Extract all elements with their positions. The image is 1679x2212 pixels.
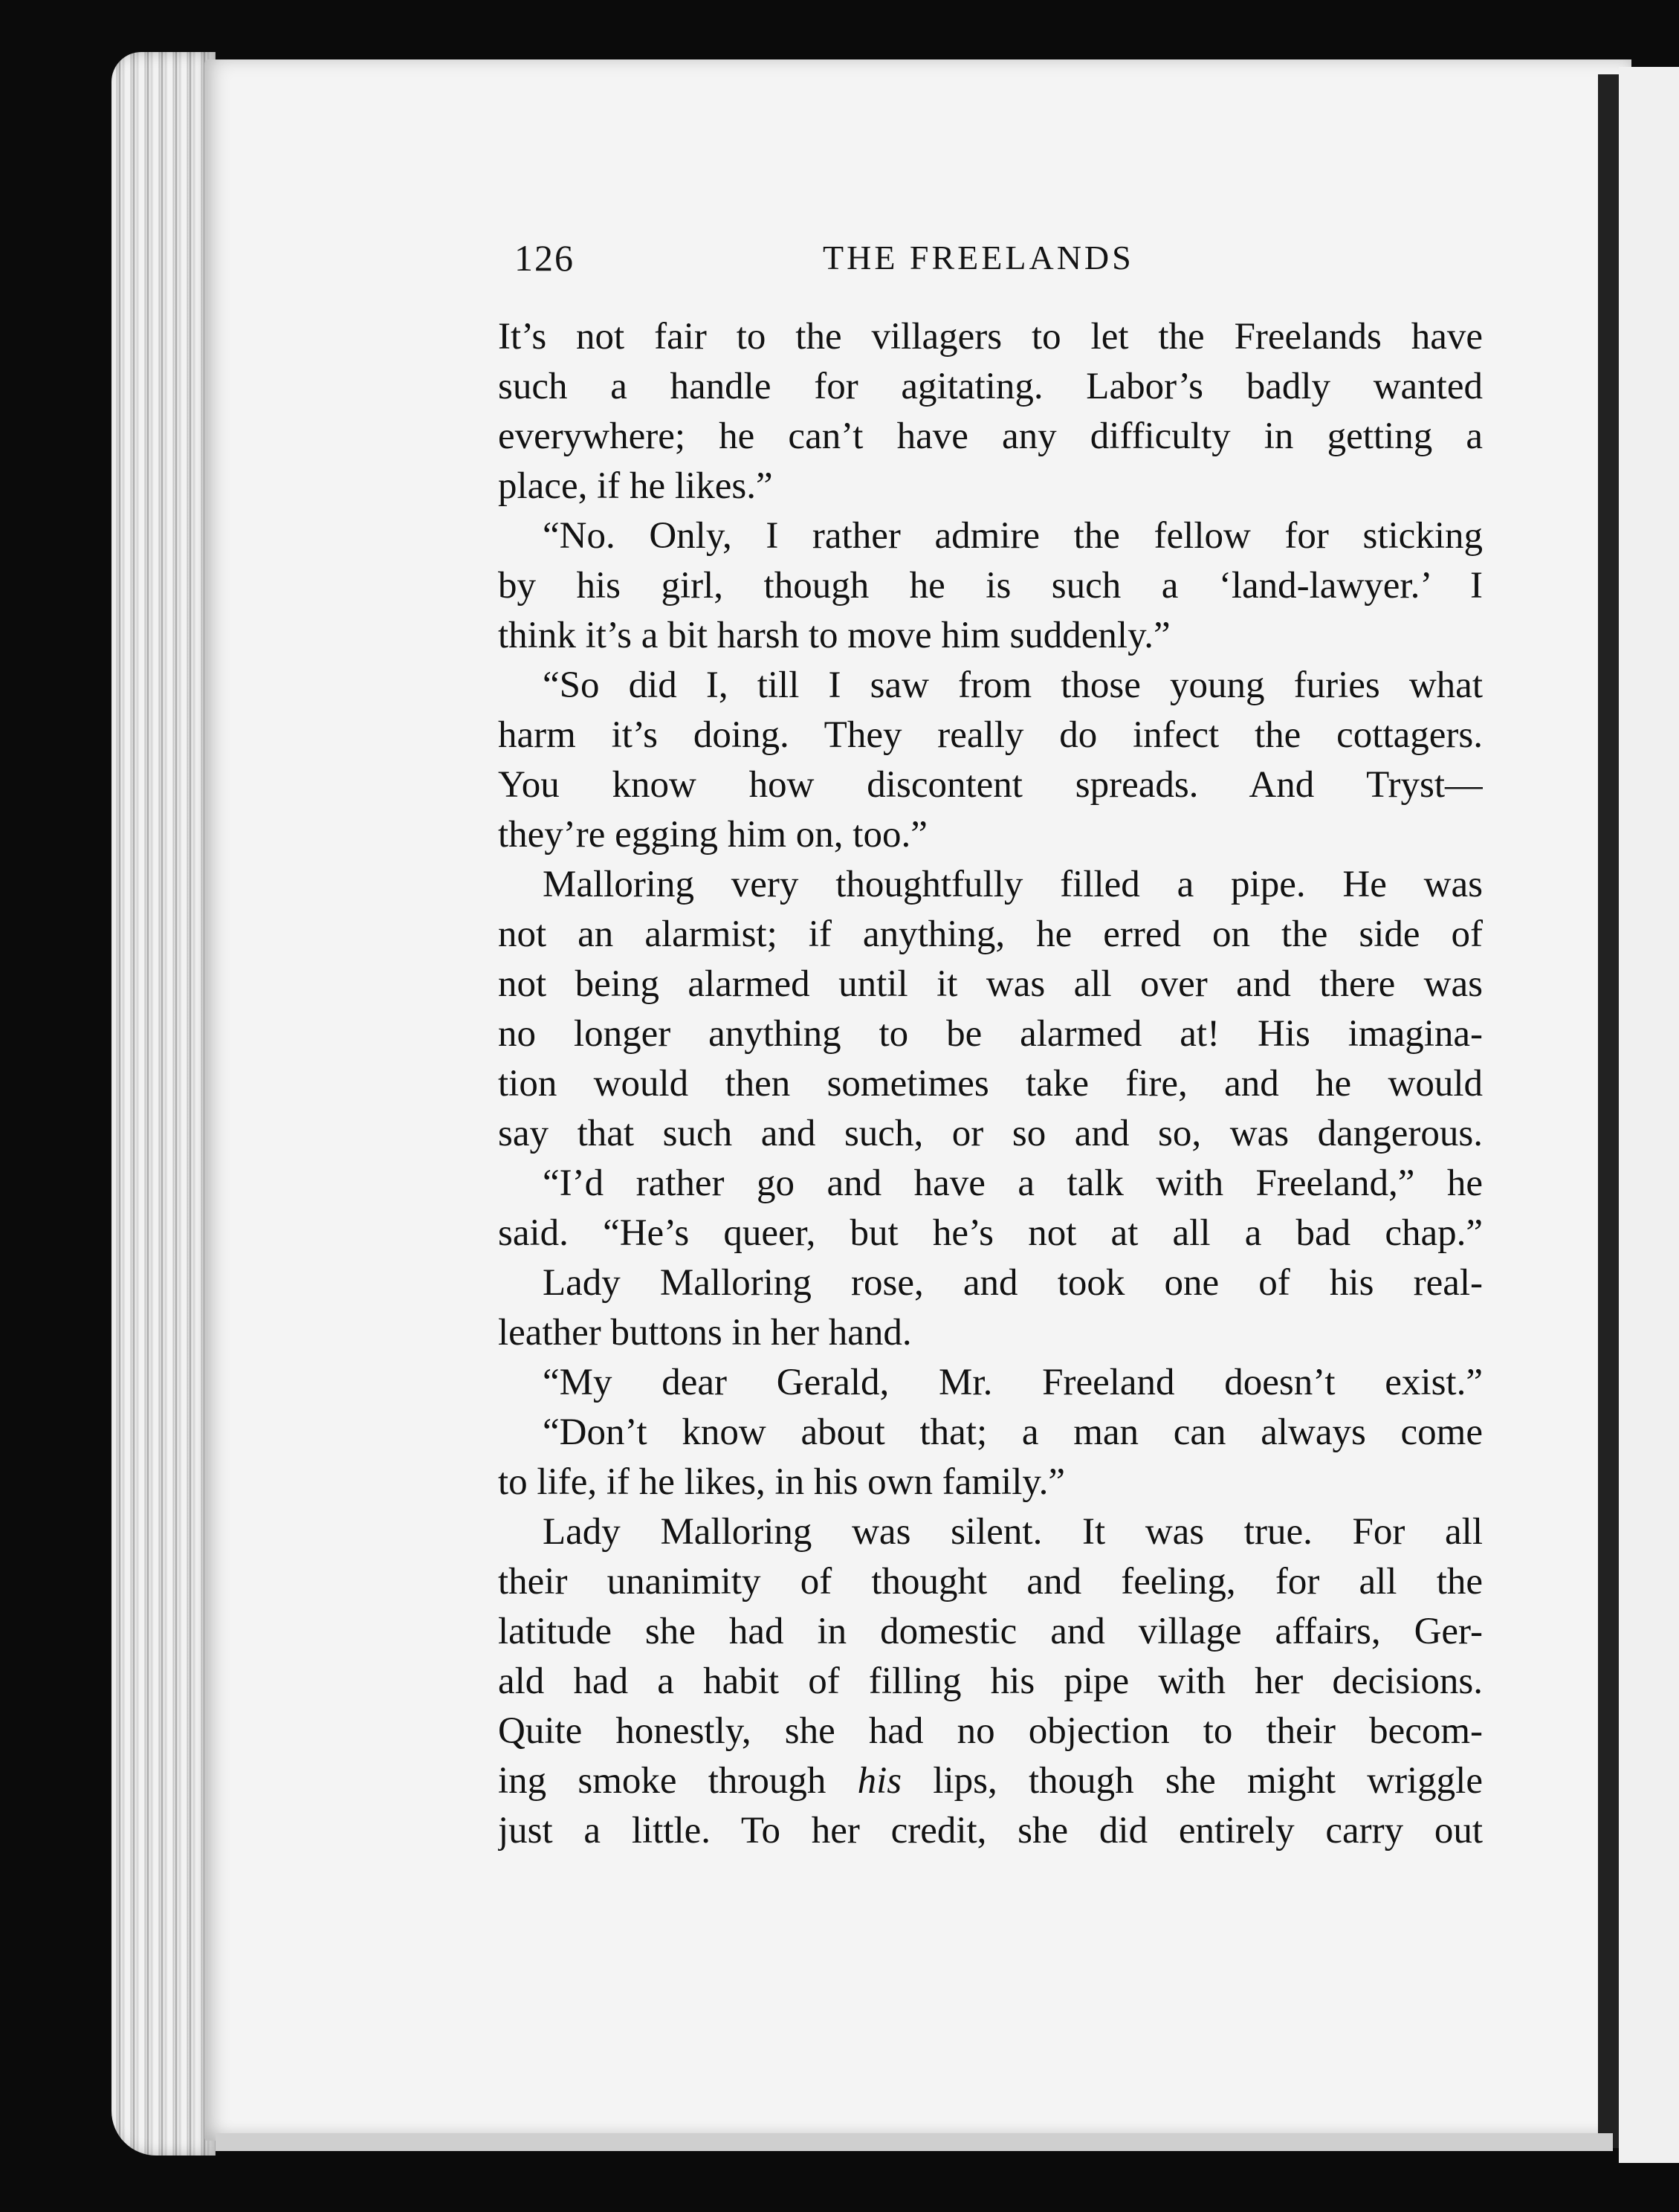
text-line: not being alarmed until it was all over and there was [498, 963, 1483, 1005]
text-line: Lady Malloring rose, and took one of his real- [543, 1262, 1483, 1304]
text-line: by his girl, though he is such a ‘land-lawyer.’ I [498, 565, 1483, 607]
running-title: THE FREELANDS [823, 239, 1134, 276]
binding-gutter [1598, 74, 1619, 2148]
text-line: such a handle for agitating. Labor’s badly wanted [498, 366, 1483, 407]
text-line: “My dear Gerald, Mr. Freeland doesn’t exist.” [543, 1362, 1483, 1403]
page-edges [111, 52, 216, 2156]
text-line: “So did I, till I saw from those young furies what [543, 664, 1483, 706]
page-bottom-edge [216, 2133, 1613, 2151]
text-line: to life, if he likes, in his own family.” [498, 1461, 1065, 1503]
text-line: harm it’s doing. They really do infect the cottagers. [498, 714, 1483, 756]
text-line: It’s not fair to the villagers to let the Freelands have [498, 316, 1483, 358]
text-line: You know how discontent spreads. And Tryst— [498, 764, 1483, 806]
text-line: everywhere; he can’t have any difficulty in getting a [498, 415, 1483, 457]
text-line: Quite honestly, she had no objection to their becom- [498, 1710, 1483, 1752]
page-header [514, 236, 1183, 288]
text-line: leather buttons in her hand. [498, 1312, 912, 1354]
text-line: not an alarmist; if anything, he erred on the side of [498, 913, 1483, 955]
text-line: Malloring very thoughtfully filled a pipe. He was [543, 864, 1483, 905]
text-line: tion would then sometimes take fire, and he would [498, 1063, 1483, 1105]
italic-word: his [857, 1760, 902, 1802]
text-line: say that such and such, or so and so, was dangerous. [498, 1113, 1483, 1154]
text-segment: ing smoke through [498, 1760, 858, 1802]
text-line: ald had a habit of filling his pipe with her decisions. [498, 1660, 1483, 1702]
text-line: their unanimity of thought and feeling, for all the [498, 1561, 1483, 1603]
body-text [498, 312, 1483, 1856]
text-line: they’re egging him on, too.” [498, 814, 928, 856]
text-line: no longer anything to be alarmed at! His imagina- [498, 1013, 1483, 1055]
page-number: 126 [514, 237, 575, 279]
text-line: “No. Only, I rather admire the fellow for sticking [543, 515, 1483, 557]
text-line: latitude she had in domestic and village affairs, Ger- [498, 1611, 1483, 1652]
text-line: “I’d rather go and have a talk with Freeland,” he [543, 1162, 1483, 1204]
text-line: Lady Malloring was silent. It was true. For all [543, 1511, 1483, 1553]
text-line: just a little. To her credit, she did entirely carry out [498, 1810, 1483, 1852]
text-line: place, if he likes.” [498, 465, 773, 507]
text-line: said. “He’s queer, but he’s not at all a bad chap.” [498, 1212, 1483, 1254]
text-line-mixed [498, 1756, 1483, 1806]
text-line: “Don’t know about that; a man can always come [543, 1411, 1483, 1453]
text-line: think it’s a bit harsh to move him suddenly.” [498, 615, 1171, 656]
facing-page-edge [1619, 67, 1679, 2163]
text-segment: lips, though she might wriggle [902, 1760, 1483, 1802]
